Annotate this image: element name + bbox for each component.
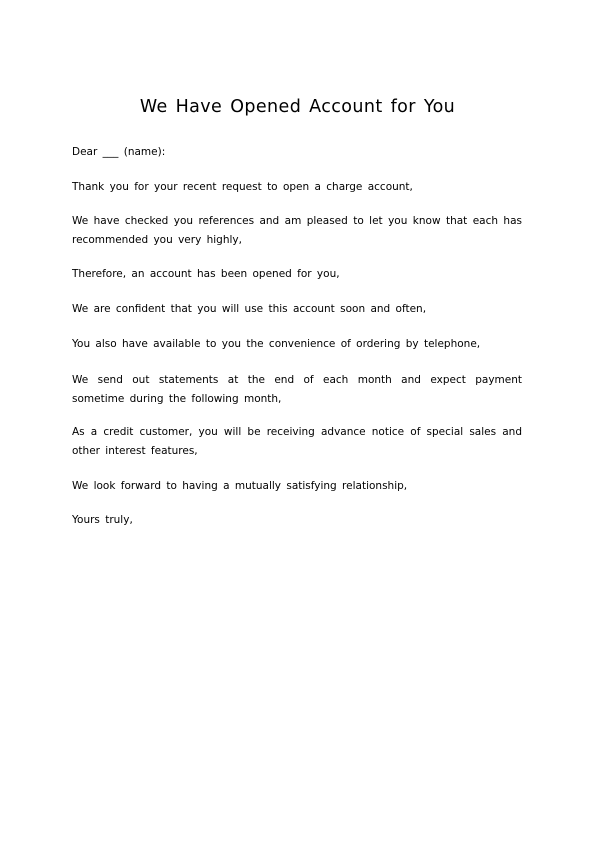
paragraph-6: We send out statements at the end of each month and expect payment sometime during the following month,	[72, 374, 522, 405]
paragraph-7: As a credit customer, you will be receiving advance notice of special sales and other interest features,	[72, 426, 522, 457]
closing: Yours truly,	[72, 514, 133, 526]
paragraph-3: Therefore, an account has been opened for you,	[72, 268, 340, 280]
paragraph-4: We are confident that you will use this account soon and often,	[72, 303, 427, 315]
paragraph-5: You also have available to you the convenience of ordering by telephone,	[72, 338, 481, 350]
salutation: Dear ___ (name):	[72, 146, 166, 158]
paragraph-8: We look forward to having a mutually satisfying relationship,	[72, 480, 408, 492]
letter-title: We Have Opened Account for You	[139, 97, 456, 117]
paragraph-1: Thank you for your recent request to open a charge account,	[72, 181, 413, 193]
paragraph-2: We have checked you references and am pleased to let you know that each has recommended you very highly,	[72, 215, 522, 246]
